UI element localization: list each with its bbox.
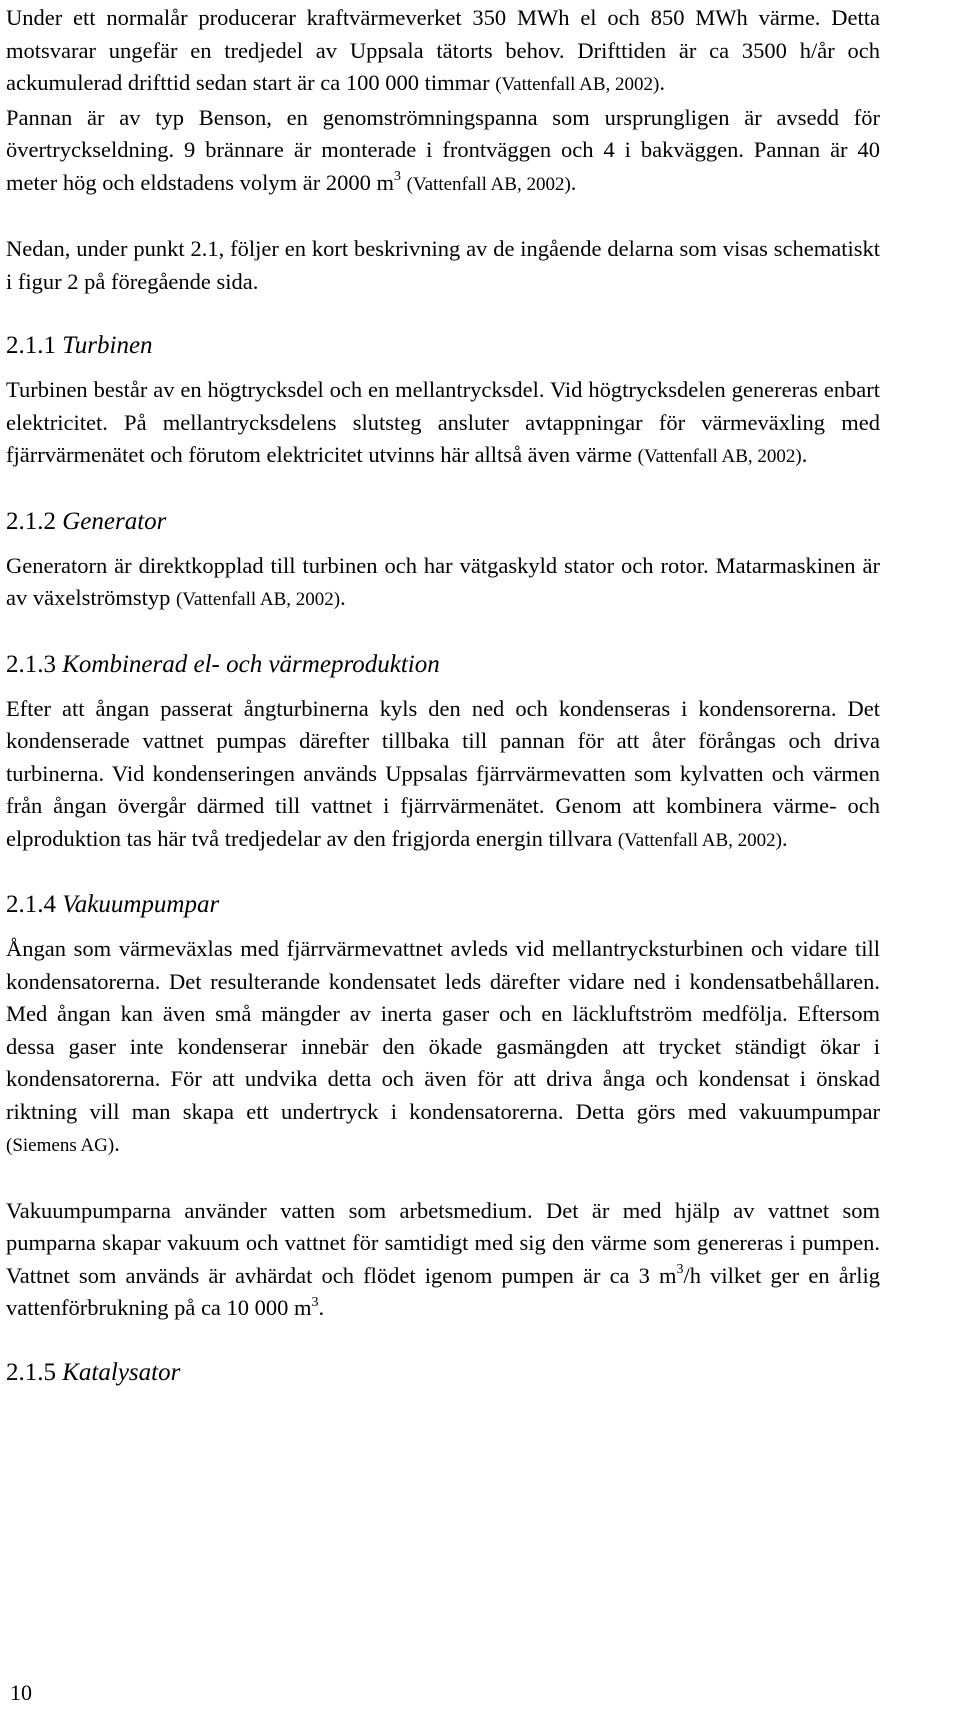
paragraph-production [6,0,880,102]
paragraph-vakuumpumpar-2 [6,1195,880,1325]
superscript: 3 [311,1294,319,1310]
superscript: 3 [394,169,402,184]
citation: (Vattenfall AB, 2002) [175,589,341,610]
section-title: Generator [56,507,167,535]
spacer [6,1325,880,1357]
text: Under ett normalår producerar kraftvärmeverket 350 MWh el och 850 MWh värme. Detta motsvarar ungefär en tredjedel av Uppsala tätorts behov. Drifttiden är ca 3500 h/år och ackumulerad drifttid sedan start är ca 100 000 timmar [6,5,880,95]
text: . [659,70,665,95]
spacer [6,617,880,649]
section-title: Katalysator [56,1358,181,1386]
paragraph-boiler [6,102,880,202]
citation: (Vattenfall AB, 2002) [617,829,782,851]
text: . [340,585,346,610]
superscript: 3 [676,1262,684,1277]
text: . [318,1295,325,1320]
text: Pannan är av typ Benson, en genomströmningspanna som ursprungligen är avsedd för övertryckseldning. 9 brännare är monterade i frontväggen och 4 i bakväggen. Pannan är 40 meter hög och eldstadens volym är 2000 m [6,104,880,195]
spacer [6,474,880,506]
section-number: 2.1.1 [6,332,56,359]
page-number: 10 [10,1680,32,1705]
section-number: 2.1.5 [6,1358,56,1386]
paragraph-intro [6,233,880,298]
paragraph-kombinerad [6,693,880,858]
text: Nedan, under punkt 2.1, följer en kort beskrivning av de ingående delarna som visas schematiskt i figur 2 på föregående sida. [6,236,880,294]
section-number: 2.1.2 [6,507,56,535]
text: . [114,1131,120,1156]
citation: (Vattenfall AB, 2002) [495,74,660,95]
paragraph-turbinen [6,374,880,474]
paragraph-generator [6,550,880,617]
page-content [6,0,880,1401]
section-heading-kombinerad [6,649,880,693]
text: Ångan som värmeväxlas med fjärrvärmevattnet avleds vid mellantrycksturbinen och vidare till kondensatorerna. Det resulterande kondensatet leds därefter vidare ned i kondensatbehållaren. Med ångan kan även små mängder av inerta gaser och en läckluftström medfölja. Eftersom dessa gaser inte kondenserar innebär den ökade gasmängden att trycket ständigt ökar i kondensatorerna. För att undvika detta och även för att driva ånga och kondensat i önskad riktning vill man skapa ett undertryck i kondensatorerna. Detta görs med vakuumpumpar [6,936,880,1124]
section-title: Kombinerad el- och värmeproduktion [56,650,440,678]
spacer [6,298,880,330]
text: . [570,169,577,195]
citation: (Vattenfall AB, 2002) [637,446,802,467]
spacer [6,1163,880,1195]
citation: (Vattenfall AB, 2002) [406,173,571,195]
text: Turbinen består av en högtrycksdel och en mellantrycksdel. Vid högtrycksdelen genereras enbart elektricitet. På mellantrycksdelens slutsteg ansluter avtappningar för värmeväxling med fjärrvärmenätet och förutom elektricitet utvinns här alltså även värme [6,377,880,467]
section-title: Vakuumpumpar [56,891,220,918]
section-heading-turbinen [6,330,880,374]
text: Efter att ångan passerat ångturbinerna kyls den ned och kondenseras i kondensorerna. Det kondenserade vattnet pumpas därefter tillbaka till pannan för att åter förångas och driva turbinerna. Vid kondenseringen används Uppsalas fjärrvärmevatten som kylvatten och värmen från ångan övergår därmed till vattnet i fjärrvärmenätet. Genom att kombinera värme- och elproduktion tas här två tredjedelar av den frigjorda energin tillvara [6,695,880,851]
section-title: Turbinen [56,332,153,359]
text: . [781,825,788,851]
section-number: 2.1.3 [6,650,56,678]
section-heading-katalysator [6,1357,880,1401]
text: Vakuumpumparna använder vatten som arbetsmedium. Det är med hjälp av vattnet som pumparna skapar vakuum och vattnet för samtidigt med sig den värme som genereras i pumpen. Vattnet som används är avhärdat och flödet igenom pumpen är ca 3 m [6,1197,880,1288]
spacer [6,201,880,233]
section-heading-generator [6,506,880,550]
text: Generatorn är direktkopplad till turbinen och har vätgaskyld stator och rotor. Matarmaskinen är av växelströmstyp [6,552,880,610]
citation: (Siemens AG) [6,1135,115,1156]
text: /h vilket ger en årlig vattenförbrukning på ca 10 000 m [6,1262,880,1320]
section-heading-vakuumpumpar [6,889,880,933]
text: . [801,442,808,467]
section-number: 2.1.4 [6,891,56,918]
paragraph-vakuumpumpar-1 [6,933,880,1163]
spacer [6,857,880,889]
